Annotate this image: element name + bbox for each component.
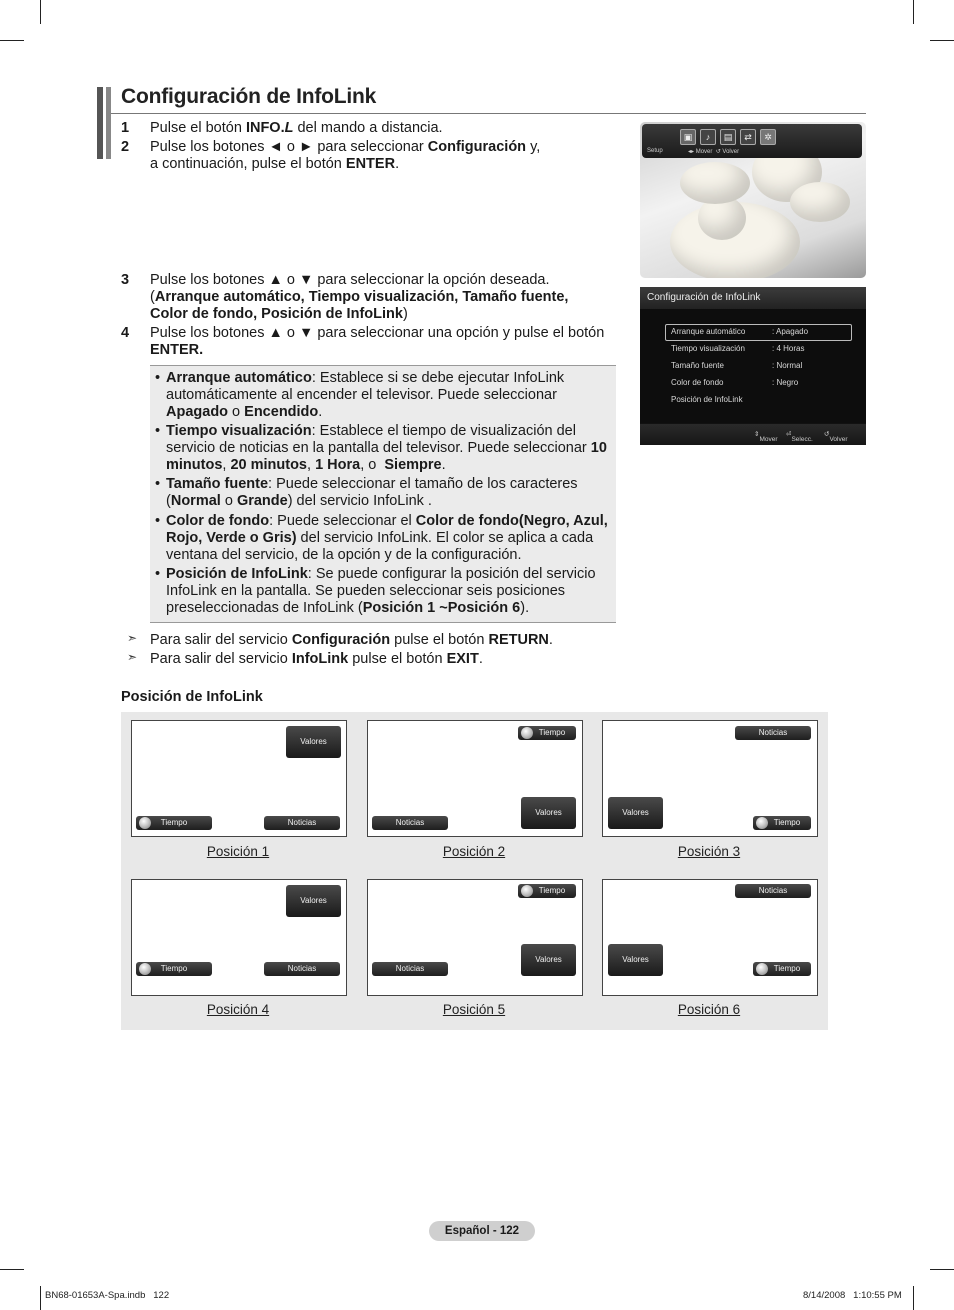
position-screen-2 <box>367 720 583 837</box>
step-number: 1 <box>121 120 130 136</box>
step-4 <box>121 325 621 359</box>
step-text: Pulse los botones ◄ o ► para seleccionar Configuración y, a continuación, pulse el botón ENTER. <box>150 139 541 172</box>
tv-setup-screenshot <box>640 122 866 278</box>
position-screen-3 <box>602 720 818 837</box>
position-label-2: Posición 2 <box>442 844 506 859</box>
arrow-icon: ➣ <box>127 631 138 645</box>
widget-tiempo: Tiempo <box>753 816 811 830</box>
tv-menu-value: : Normal <box>772 361 803 370</box>
crop-mark <box>930 40 954 41</box>
channel-icon: ▤ <box>720 129 736 145</box>
file-slug: BN68-01653A-Spa.indb 122 <box>45 1290 170 1301</box>
bear-image <box>790 182 850 222</box>
sound-icon: ♪ <box>700 129 716 145</box>
tv-menu-value: : 4 Horas <box>772 344 805 353</box>
step-3 <box>121 272 621 323</box>
crop-mark <box>40 1286 41 1310</box>
arrow-icon: ➣ <box>127 650 138 664</box>
widget-noticias: Noticias <box>372 816 448 830</box>
positions-panel <box>121 712 828 1030</box>
page-number-badge: Español - 122 <box>429 1221 535 1241</box>
crop-mark <box>0 40 24 41</box>
position-screen-1 <box>131 720 347 837</box>
title-divider <box>111 113 866 114</box>
widget-noticias: Noticias <box>264 962 340 976</box>
position-label-1: Posición 1 <box>206 844 270 859</box>
position-label-3: Posición 3 <box>677 844 741 859</box>
tv-menu-item[interactable]: Arranque automático <box>671 327 746 336</box>
widget-valores: Valores <box>521 944 576 976</box>
crop-mark <box>913 0 914 24</box>
crop-mark <box>913 1286 914 1310</box>
step-1 <box>121 120 621 137</box>
tv-infolink-menu <box>640 287 866 445</box>
step-text: Pulse los botones ▲ o ▼ para seleccionar la opción deseada. (Arranque automático, Tiempo visualización, Tamaño fuente, Color de fondo, Posición de InfoLink) <box>150 272 569 322</box>
step-number: 4 <box>121 325 130 341</box>
tv-menu-item[interactable]: Tamaño fuente <box>671 361 724 370</box>
step-text: Pulse los botones ▲ o ▼ para seleccionar una opción y pulse el botón ENTER. <box>150 325 605 358</box>
tv-menu-item[interactable]: Color de fondo <box>671 378 724 387</box>
positions-heading: Posición de InfoLink <box>121 689 263 705</box>
tv-top-bar <box>642 124 862 158</box>
widget-noticias: Noticias <box>735 726 811 740</box>
position-label-5: Posición 5 <box>442 1002 506 1017</box>
tv-menu-footer: ⇕ Mover ⏎ Selecc. ↺ Volver <box>640 424 866 445</box>
widget-noticias: Noticias <box>264 816 340 830</box>
step-2 <box>121 139 621 173</box>
tv-menu-item[interactable]: Tiempo visualización <box>671 344 745 353</box>
position-label-6: Posición 6 <box>677 1002 741 1017</box>
options-info-box: • Arranque automático: Establece si se debe ejecutar InfoLink automáticamente al encender el televisor. Puede seleccionar Apagado o Encendido. • Tiempo visualización: Establece el tiempo de visualización del servicio de noticias en la pantalla del televisor. Puede seleccionar 10 minutos, 20 minutos, 1 Hora, o Siempre. • Tamaño fuente: Puede seleccionar el tamaño de los caracteres (Normal o Grande) del servicio InfoLink . • Color de fondo: Puede seleccionar el Color de fondo(Negro, Azul, Rojo, Verde o Gris) del servicio InfoLink. El color se aplica a cada ventana del servicio, de la opción y de la configuración. • Posición de InfoLink: Se puede configurar la posición del servicio InfoLink en la pantalla. Se pueden seleccionar seis posiciones preseleccionadas de InfoLink (Posición 1 ~Posición 6). <box>150 365 616 623</box>
widget-tiempo: Tiempo <box>518 726 576 740</box>
position-screen-4 <box>131 879 347 996</box>
print-timestamp: 8/14/2008 1:10:55 PM <box>803 1290 902 1301</box>
widget-noticias: Noticias <box>735 884 811 898</box>
bear-image <box>680 162 750 204</box>
page-title: Configuración de InfoLink <box>121 85 377 108</box>
tv-menu-value: : Negro <box>772 378 799 387</box>
tv-nav-hint: ◂▸ Mover ↺ Volver <box>688 149 740 155</box>
tv-setup-label: Setup <box>647 148 663 154</box>
widget-valores: Valores <box>608 944 663 976</box>
tv-menu-body <box>640 309 866 423</box>
widget-valores: Valores <box>286 885 341 917</box>
setup-icon[interactable]: ✲ <box>760 129 776 145</box>
title-decoration <box>106 87 111 159</box>
crop-mark <box>0 1269 24 1270</box>
widget-tiempo: Tiempo <box>518 884 576 898</box>
widget-valores: Valores <box>521 797 576 829</box>
step-number: 3 <box>121 272 130 288</box>
widget-valores: Valores <box>286 726 341 758</box>
tv-menu-value: : Apagado <box>772 327 809 336</box>
position-label-4: Posición 4 <box>206 1002 270 1017</box>
note-item: ➣ Para salir del servicio InfoLink pulse el botón EXIT. <box>127 650 483 667</box>
widget-noticias: Noticias <box>372 962 448 976</box>
widget-valores: Valores <box>608 797 663 829</box>
position-screen-6 <box>602 879 818 996</box>
step-number: 2 <box>121 139 130 155</box>
picture-icon: ▣ <box>680 129 696 145</box>
widget-tiempo: Tiempo <box>136 816 212 830</box>
crop-mark <box>930 1269 954 1270</box>
input-icon: ⇄ <box>740 129 756 145</box>
step-text: Pulse el botón INFO.L del mando a distancia. <box>150 120 443 136</box>
widget-tiempo: Tiempo <box>136 962 212 976</box>
tv-menu-header: Configuración de InfoLink <box>640 287 866 309</box>
title-decoration <box>97 87 103 159</box>
note-item: ➣ Para salir del servicio Configuración pulse el botón RETURN. <box>127 631 553 648</box>
crop-mark <box>40 0 41 24</box>
tv-menu-item[interactable]: Posición de InfoLink <box>671 395 743 404</box>
position-screen-5 <box>367 879 583 996</box>
widget-tiempo: Tiempo <box>753 962 811 976</box>
